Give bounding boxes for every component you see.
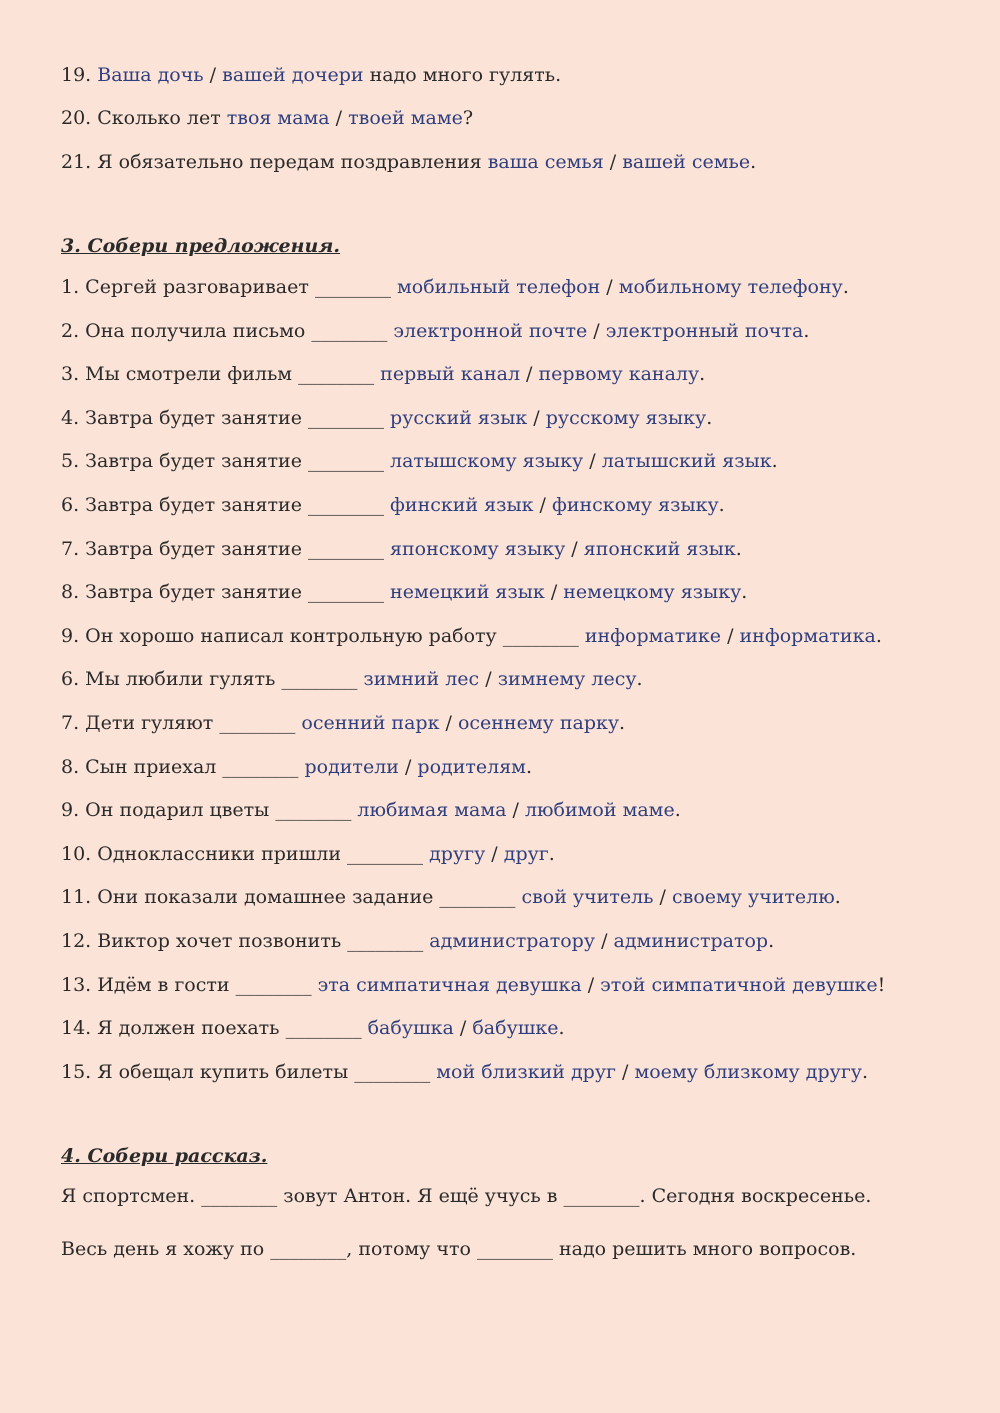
sentence-text: 14. Я должен поехать — [61, 1017, 286, 1040]
story-text: надо решить много вопросов. — [552, 1238, 857, 1260]
option-2[interactable]: твоей маме — [348, 107, 463, 129]
blank-field[interactable]: ________ — [563, 1185, 640, 1207]
sentence-end: . — [834, 886, 841, 909]
sentence-end: . — [875, 624, 882, 647]
option-2[interactable]: электронный почта — [605, 319, 804, 342]
option-2[interactable]: администратор — [613, 930, 769, 952]
option-2[interactable]: информатика — [739, 624, 876, 647]
sentence-end: . — [718, 494, 725, 516]
separator: / — [533, 494, 552, 516]
exercise-row — [61, 929, 774, 953]
separator: / — [600, 276, 619, 298]
separator: / — [329, 107, 349, 129]
story-text: . Сегодня воскресенье. — [639, 1185, 872, 1207]
sentence-text: 1. Сергей разговаривает — [61, 276, 315, 298]
sentence-text: 10. Одноклассники пришли — [61, 842, 348, 865]
option-1[interactable]: родители — [304, 755, 399, 778]
blank-field[interactable]: ________ — [219, 712, 296, 734]
sentence-end: . — [842, 276, 849, 298]
separator: / — [485, 842, 504, 865]
option-1[interactable]: зимний лес — [363, 668, 480, 691]
separator: / — [603, 151, 623, 173]
option-1[interactable]: бабушка — [367, 1017, 454, 1040]
blank-field[interactable]: ________ — [476, 1238, 553, 1260]
blank-field[interactable]: ________ — [222, 755, 299, 778]
blank-field[interactable]: ________ — [270, 1238, 347, 1260]
item-suffix: надо много гулять. — [363, 64, 562, 86]
exercise-item-21 — [61, 150, 756, 174]
exercise-row — [61, 319, 809, 343]
separator: / — [583, 450, 602, 473]
separator: / — [506, 799, 525, 822]
blank-field[interactable]: ________ — [285, 1017, 362, 1040]
option-1[interactable]: информатике — [584, 624, 722, 647]
sentence-text: 2. Она получила письмо — [61, 319, 312, 342]
sentence-text: 6. Завтра будет занятие — [61, 494, 308, 516]
sentence-end: . — [735, 537, 742, 560]
option-1[interactable]: свой учитель — [521, 886, 654, 909]
story-text: Я спортсмен. — [61, 1185, 202, 1207]
option-2[interactable]: вашей семье — [622, 151, 751, 173]
sentence-end: . — [803, 319, 810, 342]
exercise-row — [61, 885, 841, 909]
option-1[interactable]: эта симпатичная девушка — [317, 973, 582, 996]
blank-field[interactable]: ________ — [314, 276, 391, 298]
sentence-text: 8. Завтра будет занятие — [61, 581, 308, 604]
option-1[interactable]: администратору — [429, 930, 596, 952]
sentence-end: . — [861, 1060, 868, 1083]
story-line-2 — [61, 1237, 856, 1261]
option-1[interactable]: мобильный телефон — [396, 276, 601, 298]
separator: / — [615, 1060, 635, 1083]
option-2[interactable]: осеннему парку — [457, 712, 620, 734]
exercise-row — [61, 1060, 868, 1084]
sentence-text: 8. Сын приехал — [61, 755, 223, 778]
story-text: зовут Антон. Я ещё учусь в — [277, 1185, 564, 1207]
separator: / — [520, 363, 539, 386]
exercise-row — [61, 798, 681, 822]
separator: / — [595, 930, 614, 952]
sentence-text: 6. Мы любили гулять — [61, 668, 282, 691]
sentence-end: . — [741, 581, 748, 604]
sentence-text: 12. Виктор хочет позвонить — [61, 930, 348, 952]
sentence-end: . — [699, 363, 706, 386]
exercise-item-20 — [61, 106, 473, 130]
blank-field[interactable]: ________ — [311, 319, 388, 342]
blank-field[interactable]: ________ — [235, 973, 312, 996]
exercise-row — [61, 667, 643, 691]
option-2[interactable]: немецкому языку — [563, 581, 742, 604]
option-2[interactable]: финскому языку — [551, 494, 719, 516]
blank-field[interactable]: ________ — [439, 886, 516, 909]
option-1[interactable]: любимая мама — [357, 799, 507, 822]
separator: / — [527, 406, 546, 429]
item-suffix: ? — [462, 107, 474, 129]
option-2[interactable]: вашей дочери — [222, 64, 364, 86]
option-1[interactable]: японскому языку — [390, 537, 566, 560]
section-3-title: 3. Собери предложения. — [61, 235, 341, 257]
option-1[interactable]: немецкий язык — [390, 581, 545, 604]
option-1[interactable]: Ваша дочь — [97, 64, 204, 86]
separator: / — [587, 319, 606, 342]
sentence-end: . — [548, 842, 555, 865]
sentence-end: . — [771, 450, 778, 473]
section-4-title: 4. Собери рассказ. — [61, 1145, 268, 1167]
blank-field[interactable]: ________ — [307, 537, 384, 560]
option-1[interactable]: электронной почте — [393, 319, 588, 342]
story-line-1 — [61, 1184, 871, 1208]
exercise-row — [61, 493, 725, 517]
sentence-text: 4. Завтра будет занятие — [61, 406, 308, 429]
option-2[interactable]: любимой маме — [524, 799, 675, 822]
option-1[interactable]: русский язык — [390, 406, 528, 429]
sentence-end: . — [619, 712, 626, 734]
option-1[interactable]: осенний парк — [301, 712, 440, 734]
exercise-row — [61, 406, 712, 430]
option-1[interactable]: мой близкий друг — [436, 1060, 616, 1083]
blank-field[interactable]: ________ — [201, 1185, 278, 1207]
option-1[interactable]: твоя мама — [226, 107, 330, 129]
option-2[interactable]: зимнему лесу — [497, 668, 637, 691]
item-prefix: 19. — [61, 64, 98, 86]
item-prefix: 20. Сколько лет — [61, 107, 227, 129]
exercise-row — [61, 973, 885, 997]
sentence-end: . — [558, 1017, 565, 1040]
separator: / — [479, 668, 498, 691]
exercise-row — [61, 580, 747, 604]
blank-field[interactable]: ________ — [298, 363, 375, 386]
exercise-item-19 — [61, 63, 561, 87]
option-2[interactable]: бабушке — [472, 1017, 559, 1040]
option-2[interactable]: латышский язык — [601, 450, 772, 473]
option-2[interactable]: друг — [503, 842, 549, 865]
option-1[interactable]: другу — [429, 842, 486, 865]
blank-field[interactable]: ________ — [502, 624, 579, 647]
option-2[interactable]: японский язык — [583, 537, 736, 560]
option-2[interactable]: первому каналу — [538, 363, 700, 386]
exercise-row — [61, 624, 882, 648]
blank-field[interactable]: ________ — [281, 668, 358, 691]
exercise-row — [61, 362, 705, 386]
sentence-end: ! — [877, 973, 886, 996]
blank-field[interactable]: ________ — [307, 494, 384, 516]
separator: / — [581, 973, 601, 996]
exercise-row — [61, 1016, 565, 1040]
sentence-text: 7. Завтра будет занятие — [61, 537, 308, 560]
exercise-row — [61, 755, 532, 779]
sentence-end: . — [674, 799, 681, 822]
separator: / — [721, 624, 740, 647]
story-text: Весь день я хожу по — [61, 1238, 271, 1260]
exercise-row — [61, 275, 849, 299]
exercise-row — [61, 449, 778, 473]
separator: / — [453, 1017, 473, 1040]
sentence-text: 5. Завтра будет занятие — [61, 450, 308, 473]
exercise-row — [61, 537, 742, 561]
sentence-end: . — [768, 930, 775, 952]
option-2[interactable]: родителям — [417, 755, 526, 778]
option-2[interactable]: этой симпатичной девушке — [600, 973, 878, 996]
separator: / — [439, 712, 458, 734]
option-2[interactable]: моему близкому другу — [634, 1060, 862, 1083]
separator: / — [565, 537, 584, 560]
option-2[interactable]: русскому языку — [545, 406, 707, 429]
blank-field[interactable]: ________ — [275, 799, 352, 822]
sentence-end: . — [636, 668, 643, 691]
option-1[interactable]: ваша семья — [487, 151, 604, 173]
item-suffix: . — [750, 151, 757, 173]
blank-field[interactable]: ________ — [307, 450, 384, 473]
blank-field[interactable]: ________ — [347, 842, 424, 865]
option-2[interactable]: мобильному телефону — [618, 276, 843, 298]
sentence-end: . — [525, 755, 533, 778]
blank-field[interactable]: ________ — [354, 1060, 431, 1083]
sentence-text: 9. Он хорошо написал контрольную работу — [61, 624, 503, 647]
sentence-text: 3. Мы смотрели фильм — [61, 363, 299, 386]
blank-field[interactable]: ________ — [347, 930, 424, 952]
sentence-end: . — [706, 406, 713, 429]
option-2[interactable]: своему учителю — [672, 886, 835, 909]
separator: / — [544, 581, 564, 604]
sentence-text: 15. Я обещал купить билеты — [61, 1060, 355, 1083]
blank-field[interactable]: ________ — [307, 406, 384, 429]
exercise-row — [61, 842, 555, 866]
blank-field[interactable]: ________ — [307, 581, 384, 604]
sentence-text: 7. Дети гуляют — [61, 712, 220, 734]
separator: / — [203, 64, 223, 86]
item-prefix: 21. Я обязательно передам поздравления — [61, 151, 488, 173]
sentence-text: 13. Идём в гости — [61, 973, 236, 996]
option-1[interactable]: первый канал — [380, 363, 521, 386]
sentence-text: 11. Они показали домашнее задание — [61, 886, 440, 909]
story-text: , потому что — [346, 1238, 477, 1260]
separator: / — [653, 886, 672, 909]
exercise-row — [61, 711, 625, 735]
sentence-text: 9. Он подарил цветы — [61, 799, 276, 822]
option-1[interactable]: финский язык — [390, 494, 534, 516]
option-1[interactable]: латышскому языку — [390, 450, 584, 473]
separator: / — [398, 755, 418, 778]
